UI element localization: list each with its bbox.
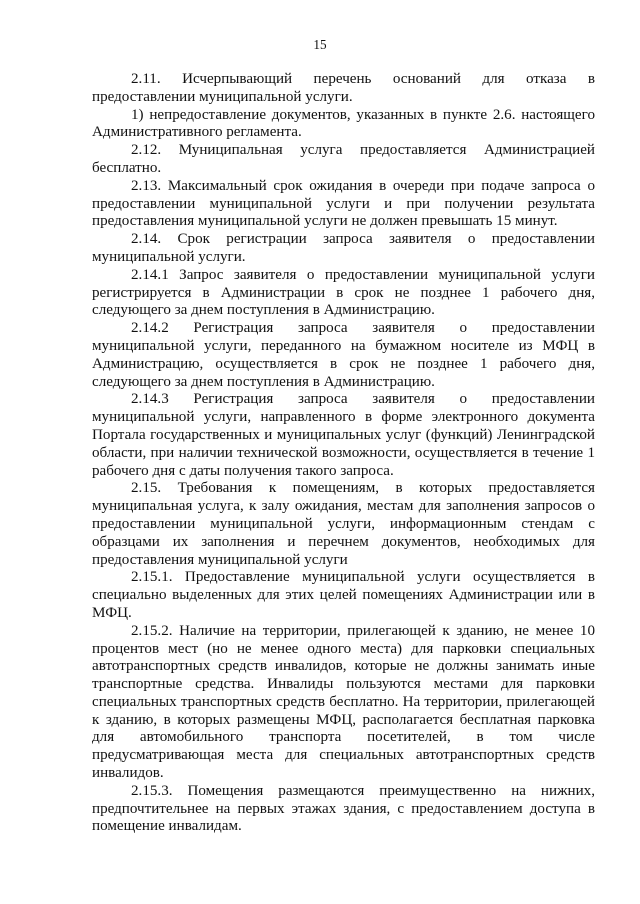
paragraph-2-11: 2.11. Исчерпывающий перечень оснований для отказа в предоставлении муниципальной услуги.	[92, 71, 595, 105]
paragraph-2-14-3: 2.14.3 Регистрация запроса заявителя о предоставлении муниципальной услуги, направленного в форме электронного документа Портала государственных и муниципальных услуг (функций) Ленинградской области, при наличии технической возможности, осуществляется в течение 1 рабочего дня с даты получения такого запроса.	[92, 391, 595, 479]
paragraph-2-14-1: 2.14.1 Запрос заявителя о предоставлении муниципальной услуги регистрируется в Администрации в срок не позднее 1 рабочего дня, следующего за днем поступления в Администрацию.	[92, 266, 595, 319]
paragraph-2-15: 2.15. Требования к помещениям, в которых предоставляется муниципальная услуга, к залу ожидания, местам для заполнения запросов о предоставлении муниципальной услуги, информационным стендам с образцами их заполнения и перечнем документов, необходимых для предоставления муниципальной услуги	[92, 480, 595, 568]
paragraph-2-13: 2.13. Максимальный срок ожидания в очереди при подаче запроса о предоставлении муниципальной услуги и при получении результата предоставления муниципальной услуги не должен превышать 15 минут.	[92, 177, 595, 230]
paragraph-2-15-2: 2.15.2. Наличие на территории, прилегающей к зданию, не менее 10 процентов мест (но не менее одного места) для парковки специальных автотранспортных средств инвалидов, которые не должны занимать иные транспортные средства. Инвалиды пользуются местами для парковки специальных транспортных средств бесплатно. На территории, прилегающей к зданию, в которых размещены МФЦ, располагается бесплатная парковка для автомобильного транспорта посетителей, в том числе предусматривающая места для специальных автотранспортных средств инвалидов.	[92, 622, 595, 782]
page-number: 15	[313, 37, 327, 52]
paragraph-2-14-2: 2.14.2 Регистрация запроса заявителя о предоставлении муниципальной услуги, переданного на бумажном носителе из МФЦ в Администрацию, осуществляется в срок не позднее 1 рабочего дня, следующего за днем поступления в Администрацию.	[92, 320, 595, 390]
document-body	[92, 71, 595, 836]
paragraph-2-14: 2.14. Срок регистрации запроса заявителя о предоставлении муниципальной услуги.	[92, 231, 595, 265]
paragraph-2-15-3: 2.15.3. Помещения размещаются преимущественно на нижних, предпочтительнее на первых этажах здания, с предоставлением доступа в помещение инвалидам.	[92, 782, 595, 835]
paragraph-2-11-item-1: 1) непредоставление документов, указанных в пункте 2.6. настоящего Административного регламента.	[92, 106, 595, 141]
paragraph-2-15-1: 2.15.1. Предоставление муниципальной услуги осуществляется в специально выделенных для этих целей помещениях Администрации или в МФЦ.	[92, 569, 595, 621]
paragraph-2-12: 2.12. Муниципальная услуга предоставляется Администрацией бесплатно.	[92, 142, 595, 176]
